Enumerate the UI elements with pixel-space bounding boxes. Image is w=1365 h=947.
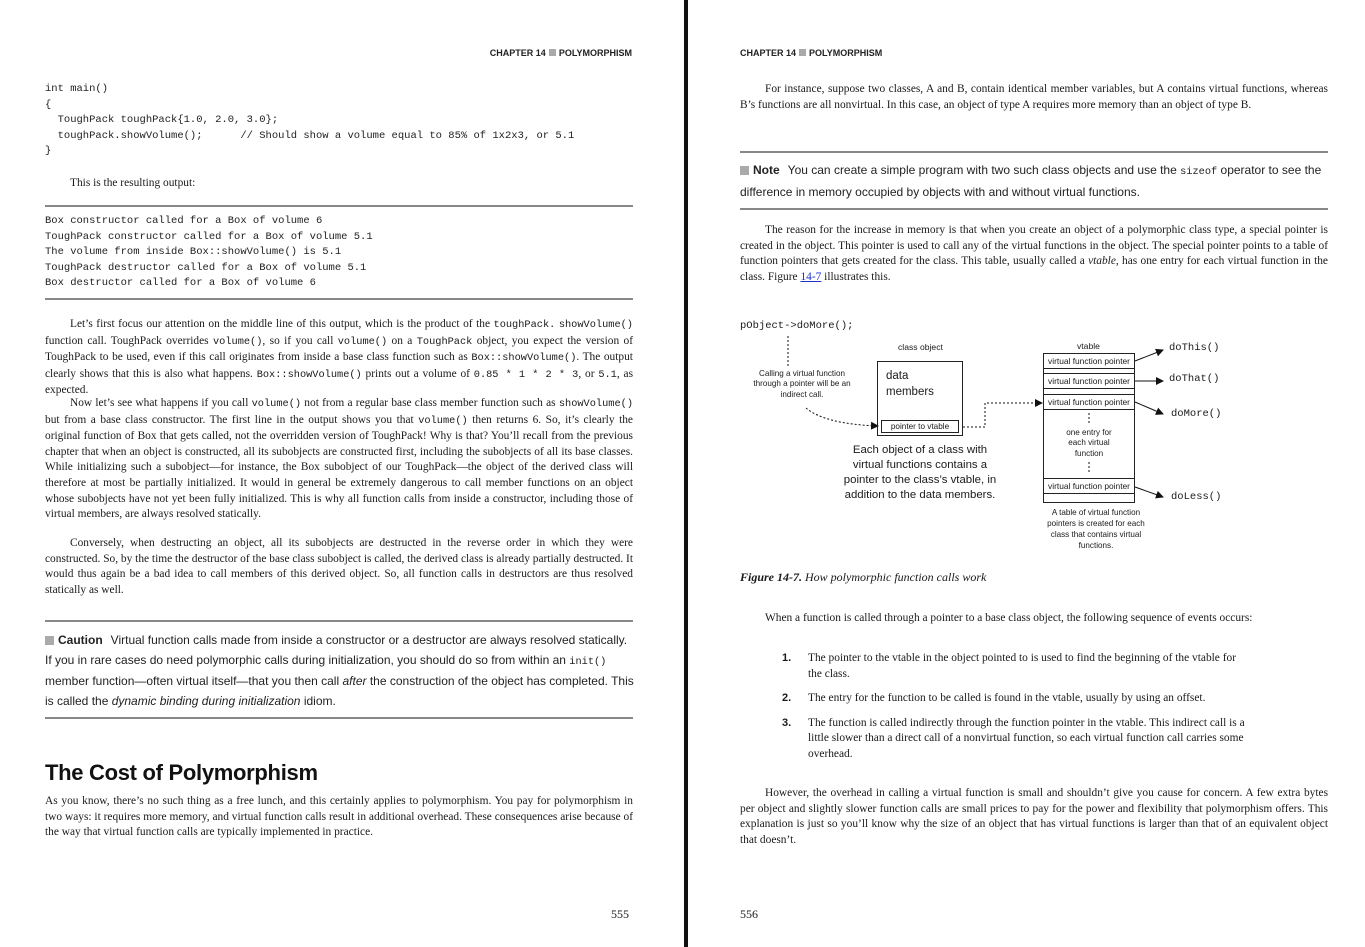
function-label: doThis() xyxy=(1169,342,1220,354)
list-item: 3. The function is called indirectly through the function pointer in the vtable. This indirect call is a little slower than a direct call of a nonvirtual function, so each virtual function call carries some overhead. xyxy=(782,716,1245,760)
page-number: 556 xyxy=(740,907,758,921)
code-line: ToughPack toughPack{1.0, 2.0, 3.0}; xyxy=(45,114,279,126)
figure-caption: Figure 14-7. How polymorphic function calls work xyxy=(740,570,987,584)
data-members-label: data members xyxy=(886,370,934,398)
caution-box: Caution Virtual function calls made from inside a constructor or a destructor are always resolved statically. If you in rare cases do need polymorphic calls during initialization, you should do so from within an init() member function—often virtual itself—that you then call after the construction of the object has completed. This is called the dynamic binding during initialization idiom. xyxy=(45,633,634,708)
figure-link[interactable]: 14-7 xyxy=(800,270,822,283)
output-line: ToughPack destructor called for a Box of volume 5.1 xyxy=(45,261,367,274)
body-paragraph: The reason for the increase in memory is that when you create an object of a polymorphic class type, a special pointer is created in the object. This pointer is used to call any of the virtual functions in the object. The special pointer points to a table of function pointers that gets created for the class. This table, usually called a vtable, has one entry for each virtual function in the class. Figure 14-7 illustrates this. xyxy=(740,224,1328,283)
call-expression: pObject->doMore(); xyxy=(740,320,854,332)
vtable-entry: virtual function pointer xyxy=(1043,394,1135,410)
function-label: doThat() xyxy=(1169,373,1220,385)
one-entry-note: one entry for each virtual function xyxy=(1066,428,1112,458)
output-line: The volume from inside Box::showVolume() is 5.1 xyxy=(45,246,342,258)
output-line: ToughPack constructor called for a Box of volume 5.1 xyxy=(45,230,373,243)
code-line: } xyxy=(45,145,52,157)
code-line: toughPack.showVolume(); // Should show a volume equal to 85% of 1x2x3, or 5.1 xyxy=(45,129,575,142)
body-paragraph: Let’s first focus our attention on the middle line of this output, which is the product of the toughPack. showVolume() function call. ToughPack overrides volume(), so if you call volume() on a ToughPack object, you expect the version of ToughPack to be used, even if this call originates from inside a base class function such as Box::showVolume(). The output clearly shows that this is also what happens. Box::showVolume() prints out a volume of 0.85 * 1 * 2 * 3, or 5.1, as expected. xyxy=(45,318,633,397)
body-paragraph: Conversely, when destructing an object, all its subobjects are destructed in the reverse order in which they were constructed. So, by the time the destructor of the base class subobject is called, the derived class is already partially destructed. It would thus again be a bad idea to call members of this derived object. So, all function calls in destructors are thus resolved statically as well. xyxy=(45,537,634,596)
output-line: Box constructor called for a Box of volume 6 xyxy=(45,215,323,227)
vtable-pointer-arrow xyxy=(963,403,1042,427)
code-line: int main() xyxy=(45,83,109,95)
arrow-doThis xyxy=(1135,350,1163,361)
vtable-entry: virtual function pointer xyxy=(1043,478,1135,494)
vtable-entry: virtual function pointer xyxy=(1043,373,1135,389)
running-header: CHAPTER 14 POLYMORPHISM xyxy=(489,48,632,58)
object-caption: Each object of a class with virtual functions contains a pointer to the class’s vtable, in addition to the data members. xyxy=(843,444,997,501)
vtable-entry: virtual function pointer xyxy=(1043,353,1135,369)
table-caption: A table of virtual function pointers is created for each class that contains virtual functions. xyxy=(1047,508,1145,550)
function-label: doLess() xyxy=(1171,491,1222,503)
body-paragraph: As you know, there’s no such thing as a free lunch, and this certainly applies to polymorphism. You pay for polymorphism in two ways: it requires more memory, and virtual function calls result in additional overhead. These consequences arise because of the way that virtual function calls are typically implemented in practice. xyxy=(45,795,633,839)
list-item: 1. The pointer to the vtable in the object pointed to is used to find the beginning of the vtable for the class. xyxy=(782,652,1236,680)
class-object-label: class object xyxy=(898,342,943,352)
vtable-label: vtable xyxy=(1077,341,1100,351)
output-line: Box destructor called for a Box of volume 6 xyxy=(45,277,316,289)
code-line: { xyxy=(45,98,52,111)
running-header: CHAPTER 14 POLYMORPHISM xyxy=(740,48,883,58)
output-intro: This is the resulting output: xyxy=(70,177,196,189)
function-label: doMore() xyxy=(1171,408,1222,420)
section-title: The Cost of Polymorphism xyxy=(45,760,318,785)
arrow-doLess xyxy=(1135,487,1163,497)
indirect-call-arrow xyxy=(806,408,878,426)
body-paragraph: Now let’s see what happens if you call volume() not from a regular base class member function such as showVolume() but from a base class constructor. The first line in the output shows you that volume() then returns 6. So, it’s clearly the original function of Box that gets called, not the overridden version of ToughPack! Why is that? You’ll recall from the previous chapter that when an object is constructed, all its subobjects are constructed first, including the subobjects of all its base classes. While initializing such a subobject—for instance, the Box subobject of our ToughPack—the object of the derived class will therefore at most be partially initialized. It would in general be extremely dangerous to call member functions on an object whose subobjects have not yet been fully initialized. This is why all function calls from inside a constructor, including those of virtual members, are always resolved statically. xyxy=(45,397,633,521)
note-box: Note You can create a simple program with two such class objects and use the sizeof operator to see the difference in memory occupied by objects with and without virtual functions. xyxy=(740,163,1322,199)
body-paragraph: However, the overhead in calling a virtual function is small and shouldn’t give you cause for concern. A few extra bytes per object and slightly slower function calls are small prices to pay for the power and flexibility that polymorphism offers. This explanation is just so you’ll know why the size of an object that has virtual functions is larger than that of an equivalent object that doesn’t. xyxy=(740,787,1328,846)
page-number: 555 xyxy=(611,907,629,921)
calling-note: Calling a virtual function through a pointer will be an indirect call. xyxy=(753,369,851,399)
arrow-doMore xyxy=(1135,402,1163,414)
list-item: 2. The entry for the function to be called is found in the vtable, usually by using an offset. xyxy=(782,692,1206,705)
body-paragraph: For instance, suppose two classes, A and B, contain identical member variables, but A contains virtual functions, whereas B’s functions are all nonvirtual. In this case, an object of type A requires more memory than an object of type B. xyxy=(740,83,1328,111)
body-paragraph: When a function is called through a pointer to a base class object, the following sequence of events occurs: xyxy=(765,612,1253,624)
vtable-pointer-field: pointer to vtable xyxy=(881,420,959,433)
